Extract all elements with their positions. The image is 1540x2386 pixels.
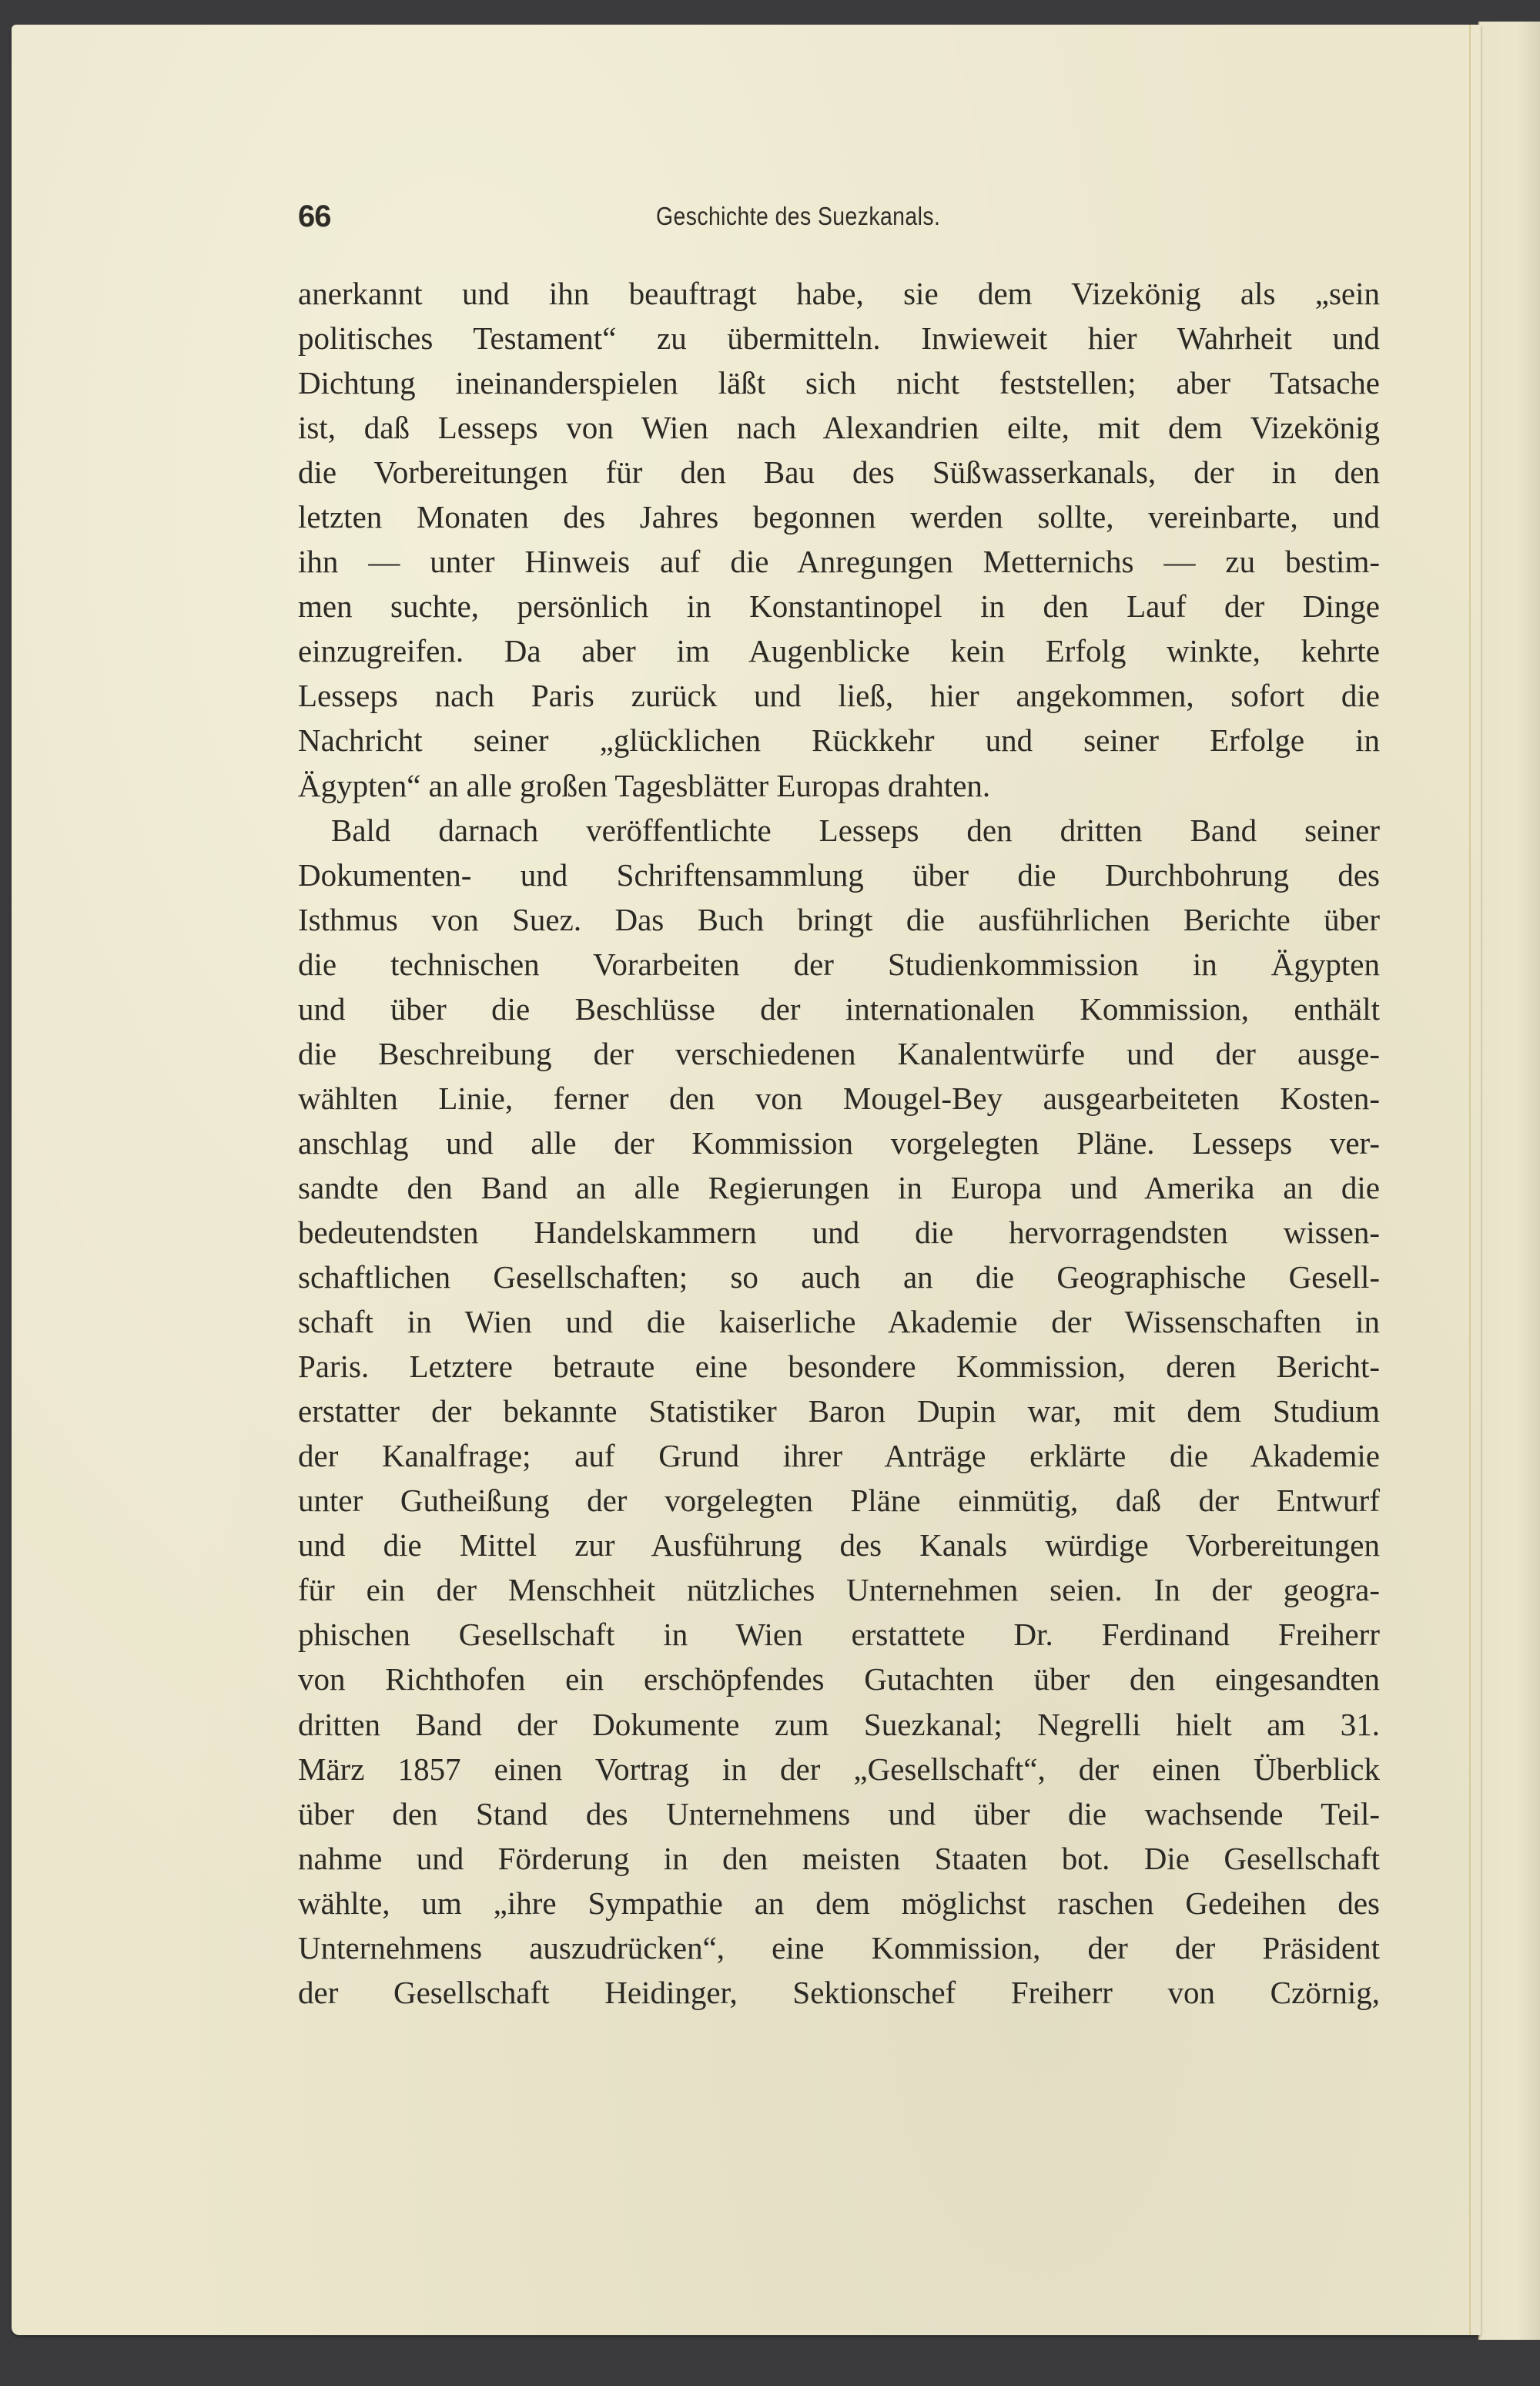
text-line: Isthmus von Suez. Das Buch bringt die ausführlichen Berichte über [298, 901, 1380, 937]
text-line: ist, daß Lesseps von Wien nach Alexandrien eilte, mit dem Vizekönig [298, 410, 1380, 446]
text-line: Nachricht seiner „glücklichen Rückkehr und seiner Erfolge in [298, 722, 1380, 759]
running-head [298, 197, 1380, 236]
text-line: anerkannt und ihn beauftragt habe, sie dem Vizekönig als „sein [298, 276, 1380, 311]
text-line: erstatter der bekannte Statistiker Baron Dupin war, mit dem Studium [298, 1393, 1380, 1429]
text-line: wählten Linie, ferner den von Mougel-Bey ausgearbeiteten Kosten- [298, 1080, 1380, 1116]
text-line: sandte den Band an alle Regierungen in Europa und Amerika an die [298, 1169, 1380, 1205]
text-line: dritten Band der Dokumente zum Suezkanal; Negrelli hielt am 31. [298, 1706, 1380, 1742]
text-line: Dokumenten- und Schriftensammlung über die Durchbohrung des [298, 856, 1380, 893]
text-line: wählte, um „ihre Sympathie an dem möglichst raschen Gedeihen des [298, 1885, 1380, 1921]
paragraph [298, 271, 1380, 808]
text-line: und über die Beschlüsse der internationalen Kommission, enthält [298, 990, 1380, 1027]
text-line: anschlag und alle der Kommission vorgelegten Pläne. Lesseps ver- [298, 1124, 1380, 1161]
text-line: schaftlichen Gesellschaften; so auch an die Geographische Gesell- [298, 1259, 1380, 1295]
text-line: die Vorbereitungen für den Bau des Süßwasserkanals, der in den [298, 454, 1380, 491]
text-line: phischen Gesellschaft in Wien erstattete Dr. Ferdinand Freiherr [298, 1617, 1380, 1653]
text-line: bedeutendsten Handelskammern und die hervorragendsten wissen- [298, 1214, 1380, 1250]
text-line: nahme und Förderung in den meisten Staaten bot. Die Gesellschaft [298, 1840, 1380, 1876]
text-line: letzten Monaten des Jahres begonnen werden sollte, vereinbarte, und [298, 499, 1380, 535]
paragraph [298, 808, 1380, 2015]
text-line: über den Stand des Unternehmens und über die wachsende Teil- [298, 1795, 1380, 1831]
text-line: ihn — unter Hinweis auf die Anregungen Metternichs — zu bestim- [298, 544, 1380, 580]
page-fold-crease [1469, 25, 1471, 2335]
running-title: Geschichte des Suezkanals. [656, 202, 941, 230]
text-line: schaft in Wien und die kaiserliche Akademie der Wissenschaften in [298, 1304, 1380, 1340]
text-line: Dichtung ineinanderspielen läßt sich nicht feststellen; aber Tatsache [298, 365, 1380, 401]
body-text [298, 271, 1380, 2015]
text-line: Paris. Letztere betraute eine besondere Kommission, deren Bericht- [298, 1349, 1380, 1385]
text-line: März 1857 einen Vortrag in der „Gesellschaft“, der einen Überblick [298, 1751, 1380, 1787]
text-line: die Beschreibung der verschiedenen Kanalentwürfe und der ausge- [298, 1035, 1380, 1071]
text-line: Unternehmens auszudrücken“, eine Kommission, der der Präsident [298, 1929, 1380, 1965]
page-number: 66 [298, 199, 331, 233]
text-line: unter Gutheißung der vorgelegten Pläne einmütig, daß der Entwurf [298, 1483, 1380, 1519]
text-line: Bald darnach veröffentlichte Lesseps den dritten Band seiner [331, 812, 1380, 848]
text-line: der Gesellschaft Heidinger, Sektionschef Freiherr von Czörnig, [298, 1974, 1380, 2010]
text-line: Ägypten“ an alle großen Tagesblätter Europas drahten. [298, 767, 991, 803]
text-line: der Kanalfrage; auf Grund ihrer Anträge erklärte die Akademie [298, 1438, 1380, 1474]
adjacent-page-edge [1478, 22, 1540, 2340]
text-line: politisches Testament“ zu übermitteln. Inwieweit hier Wahrheit und [298, 320, 1380, 357]
text-line: einzugreifen. Da aber im Augenblicke kein Erfolg winkte, kehrte [298, 633, 1380, 669]
text-line: men suchte, persönlich in Konstantinopel in den Lauf der Dinge [298, 588, 1380, 625]
text-line: die technischen Vorarbeiten der Studienkommission in Ägypten [298, 946, 1380, 982]
text-line: Lesseps nach Paris zurück und ließ, hier angekommen, sofort die [298, 678, 1380, 714]
text-line: und die Mittel zur Ausführung des Kanals würdige Vorbereitungen [298, 1527, 1380, 1563]
text-line: von Richthofen ein erschöpfendes Gutachten über den eingesandten [298, 1661, 1380, 1697]
text-line: für ein der Menschheit nützliches Unternehmen seien. In der geogra- [298, 1572, 1380, 1608]
